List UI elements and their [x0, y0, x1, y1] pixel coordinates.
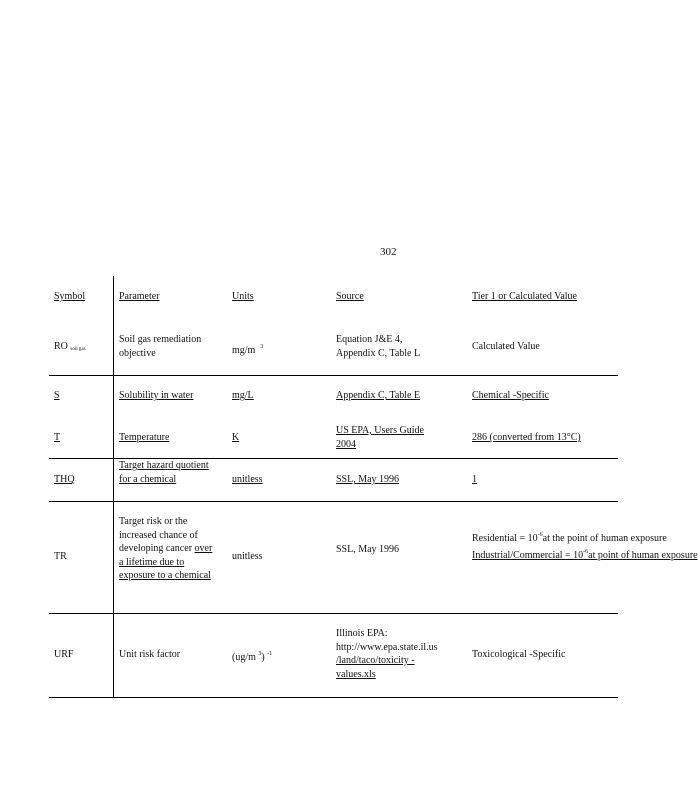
ro-parameter: Soil gas remediation objective	[119, 334, 202, 359]
s-units: mg/L	[232, 390, 254, 401]
tr-source: SSL, May 1996	[336, 544, 400, 555]
tr-parameter: Target risk or the increased chance of developing cancer over a lifetime due to exposure to a chemical	[119, 516, 213, 581]
urf-units: (ug/m $^3$) $^{-1}$	[232, 651, 273, 663]
row-divider	[49, 375, 618, 376]
table-vertical-rule	[113, 276, 114, 697]
thq-source: SSL, May 1996	[336, 474, 400, 485]
thq-parameter: Target hazard quotient for a chemical	[119, 460, 209, 485]
thq-value: 1	[472, 474, 477, 485]
s-symbol: S	[54, 390, 60, 401]
t-units: K	[232, 432, 240, 443]
tr-value-industrial: Industrial/Commercial = $10^{-6}at$ point of human exposure	[472, 548, 698, 561]
ro-symbol: RO $_{soil gas}$	[54, 341, 86, 352]
tr-symbol: TR	[54, 551, 67, 562]
t-symbol: T	[54, 432, 61, 443]
s-value: Chemical -Specific	[472, 390, 549, 401]
header-units: Units	[232, 291, 254, 302]
row-divider	[49, 613, 618, 614]
ro-source: Equation J&E 4, Appendix C, Table L	[336, 334, 421, 359]
t-value: 286 (converted from 13°C)	[472, 432, 581, 443]
row-divider	[49, 697, 618, 698]
header-source: Source	[336, 291, 364, 302]
tr-units: unitless	[232, 551, 263, 562]
page-number: 302	[380, 246, 397, 258]
s-parameter: Solubility in water	[119, 390, 194, 401]
urf-symbol: URF	[54, 649, 74, 660]
tr-value-residential: Residential = $10^{-6}at$ the point of human exposure	[472, 532, 667, 544]
ro-value: Calculated Value	[472, 341, 540, 352]
urf-source-link[interactable]: /land/taco/toxicity -values.xls	[336, 655, 415, 680]
ro-units: mg/m $^3$	[232, 344, 264, 356]
header-symbol: Symbol	[54, 291, 86, 302]
header-value: Tier 1 or Calculated Value	[472, 291, 577, 302]
urf-source-line: http://www.epa.state.il.us	[336, 641, 438, 653]
urf-source	[336, 627, 440, 681]
thq-symbol: THQ	[54, 474, 75, 485]
t-source: US EPA, Users Guide 2004	[336, 425, 424, 450]
tr-value	[472, 529, 698, 562]
urf-source-line: Illinois EPA:	[336, 628, 388, 639]
urf-parameter: Unit risk factor	[119, 649, 181, 660]
row-divider	[49, 501, 618, 502]
t-parameter: Temperature	[119, 432, 170, 443]
thq-units: unitless	[232, 474, 263, 485]
s-source: Appendix C, Table E	[336, 390, 421, 401]
header-parameter: Parameter	[119, 291, 160, 302]
urf-value: Toxicological -Specific	[472, 649, 566, 660]
